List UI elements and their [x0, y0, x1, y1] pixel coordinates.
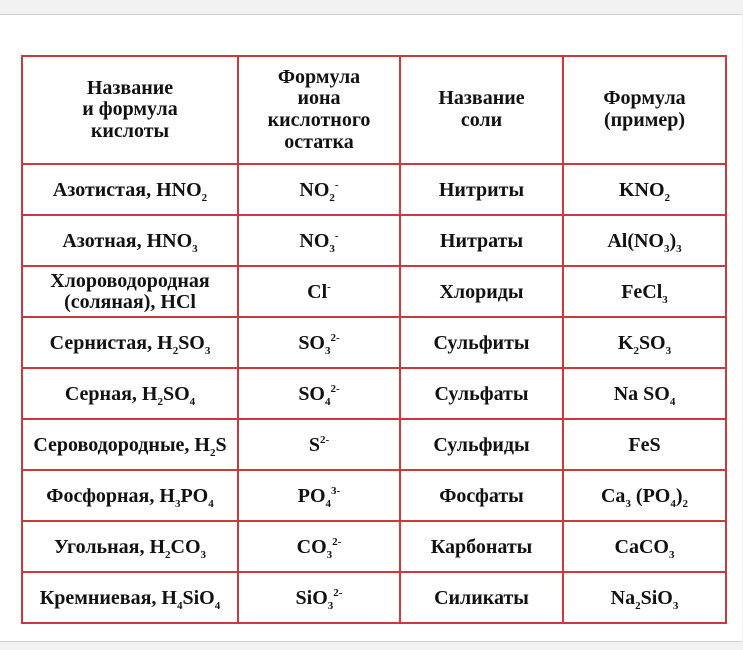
table-row — [22, 368, 726, 419]
ion-cell: $S^{2-}$ — [238, 419, 400, 470]
salt-cell: Сульфаты — [400, 368, 563, 419]
ion-cell: Cl- — [238, 266, 400, 317]
table-row — [22, 521, 726, 572]
ion-cell: $NO_3^-$ — [238, 215, 400, 266]
salt-cell: Силикаты — [400, 572, 563, 623]
example-cell: $KNO_2$ — [563, 164, 726, 215]
table-header-row — [22, 56, 726, 164]
table-row — [22, 317, 726, 368]
salt-cell: Фосфаты — [400, 470, 563, 521]
salt-cell: Хлориды — [400, 266, 563, 317]
header-example: Формула (пример) — [563, 56, 726, 164]
table-row — [22, 164, 726, 215]
acid-cell: Фосфорная, $H_3PO_4$ — [22, 470, 238, 521]
example-cell: FeCl$_3$ — [563, 266, 726, 317]
page-frame — [0, 14, 742, 642]
ion-cell: $PO_4^{3-}$ — [238, 470, 400, 521]
table-row — [22, 470, 726, 521]
example-cell: Na $SO_4$ — [563, 368, 726, 419]
example-cell: FeS — [563, 419, 726, 470]
example-cell: CaCO$_3$ — [563, 521, 726, 572]
example-cell: $K_2SO_3$ — [563, 317, 726, 368]
salt-cell: Нитраты — [400, 215, 563, 266]
table-row — [22, 572, 726, 623]
example-cell: $Al(NO_3)_3$ — [563, 215, 726, 266]
ion-cell: $NO_2^-$ — [238, 164, 400, 215]
header-acid: Название и формула кислоты — [22, 56, 238, 164]
acid-cell: Азотная, $HNO_3$ — [22, 215, 238, 266]
acid-cell: Серная, $H_2SO_4$ — [22, 368, 238, 419]
example-cell: $Ca_3$ $(PO_4)_2$ — [563, 470, 726, 521]
salt-cell: Сульфиты — [400, 317, 563, 368]
header-salt: Название соли — [400, 56, 563, 164]
example-cell: $Na_2SiO_3$ — [563, 572, 726, 623]
header-ion: Формула иона кислотного остатка — [238, 56, 400, 164]
ion-cell: $CO_3^{2-}$ — [238, 521, 400, 572]
table-row — [22, 419, 726, 470]
ion-cell: $SO_3^{2-}$ — [238, 317, 400, 368]
acid-cell: Хлороводородная (соляная), HCl — [22, 266, 238, 317]
acid-cell: Угольная, $H_2CO_3$ — [22, 521, 238, 572]
ion-cell: SiO$_3^{2-}$ — [238, 572, 400, 623]
acid-cell: Кремниевая, $H_4SiO_4$ — [22, 572, 238, 623]
table-row — [22, 266, 726, 317]
salt-cell: Нитриты — [400, 164, 563, 215]
salt-cell: Карбонаты — [400, 521, 563, 572]
acid-cell: Сероводородные, $H_2S$ — [22, 419, 238, 470]
acid-cell: Азотистая, $HNO_2$ — [22, 164, 238, 215]
ion-cell: $SO_4^{2-}$ — [238, 368, 400, 419]
acid-cell: Сернистая, $H_2SO_3$ — [22, 317, 238, 368]
salt-cell: Сульфиды — [400, 419, 563, 470]
table-row — [22, 215, 726, 266]
acid-salt-table — [21, 55, 727, 624]
